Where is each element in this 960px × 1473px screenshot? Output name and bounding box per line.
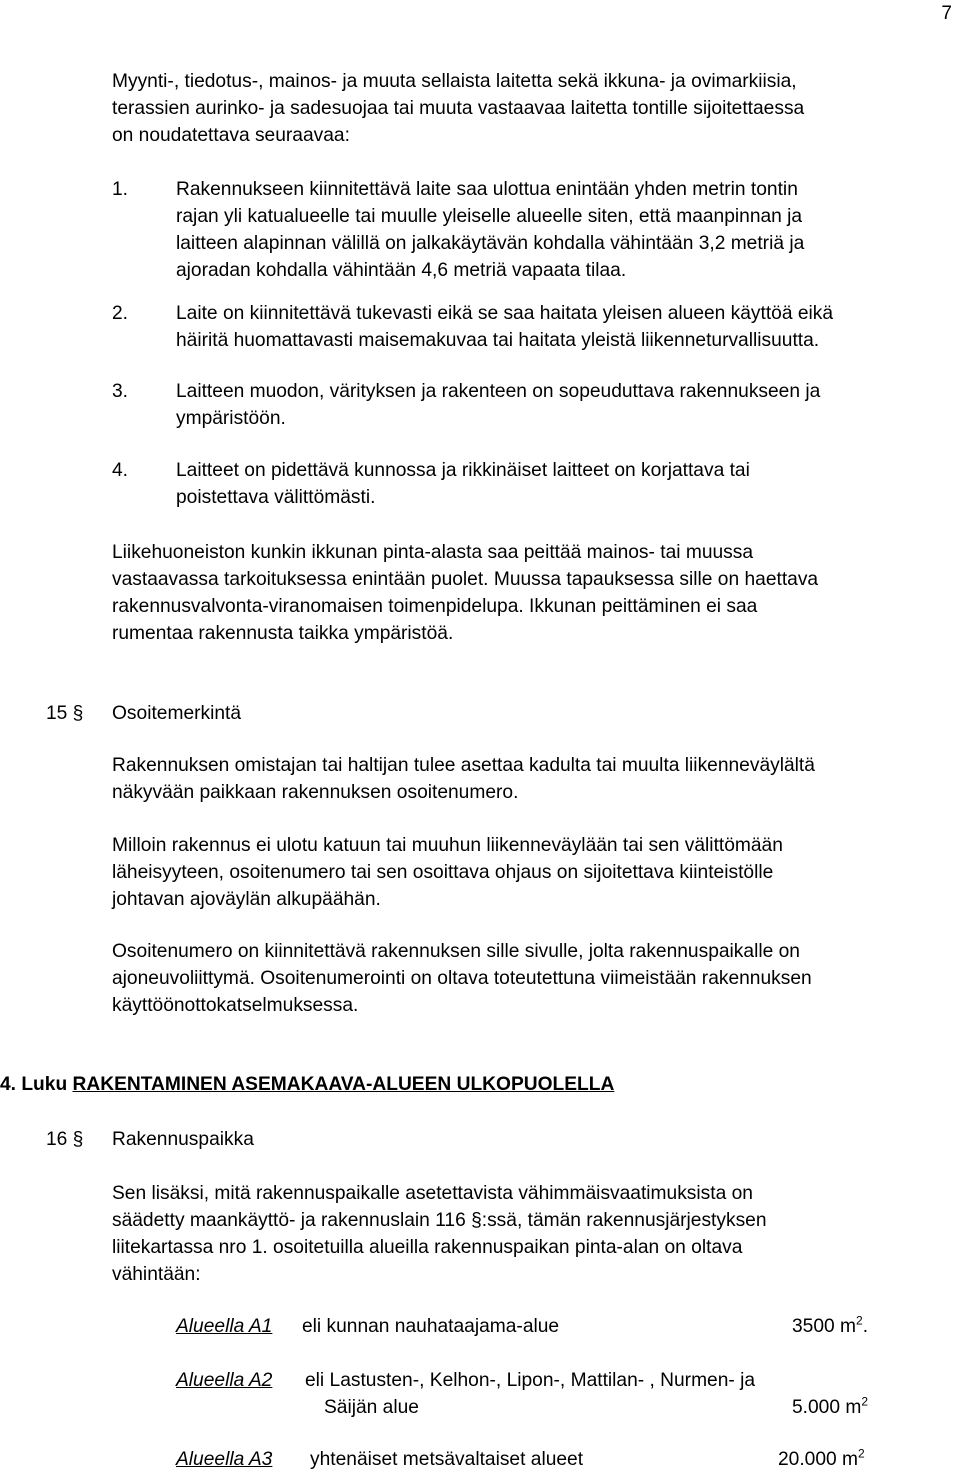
section-15-title: Osoitemerkintä bbox=[112, 703, 242, 724]
section-15-p3-line-3: käyttöönottokatselmuksessa. bbox=[112, 995, 359, 1016]
section-15-p2-line-2: läheisyyteen, osoitenumero tai sen osoittava ohjaus on sijoitettava kiinteistölle bbox=[112, 862, 774, 883]
chapter-4-prefix: 4. Luku bbox=[0, 1074, 73, 1095]
list-item-4-line-1: Laitteet on pidettävä kunnossa ja rikkinäiset laitteet on korjattava tai bbox=[176, 460, 750, 481]
area-a1-suffix: . bbox=[862, 1316, 869, 1337]
list-item-2-line-2: häiritä huomattavasti maisemakuvaa tai haitata yleistä liikenneturvallisuutta. bbox=[176, 330, 820, 351]
section-15-p2-line-3: johtavan ajoväylän alkupäähän. bbox=[112, 889, 381, 910]
list-item-1-line-2: rajan yli katualueelle tai muulle yleiselle alueelle siten, että maanpinnan ja bbox=[176, 206, 803, 227]
shop-window-line-4: rumentaa rakennusta taikka ympäristöä. bbox=[112, 623, 454, 644]
area-a1-unit-exponent: 2 bbox=[856, 1313, 863, 1328]
list-item-3-line-2: ympäristöön. bbox=[176, 408, 286, 429]
area-a3-value bbox=[778, 1446, 865, 1473]
area-a3-desc: yhtenäiset metsävaltaiset alueet bbox=[310, 1449, 584, 1470]
intro-line-3: on noudatettava seuraavaa: bbox=[112, 125, 350, 146]
section-16-number: 16 § bbox=[46, 1129, 84, 1150]
section-15-p1-line-2: näkyvään paikkaan rakennuksen osoitenumero. bbox=[112, 782, 519, 803]
list-number-2: 2. bbox=[112, 303, 129, 324]
list-item-2-line-1: Laite on kiinnitettävä tukevasti eikä se saa haitata yleisen alueen käyttöä eikä bbox=[176, 303, 834, 324]
list-item-4-line-2: poistettava välittömästi. bbox=[176, 487, 376, 508]
section-16-p1-line-4: vähintään: bbox=[112, 1264, 201, 1285]
area-a1-desc: eli kunnan nauhataajama-alue bbox=[302, 1316, 560, 1337]
chapter-4-title: RAKENTAMINEN ASEMAKAAVA-ALUEEN ULKOPUOLELLA bbox=[72, 1074, 615, 1095]
section-15-p3-line-1: Osoitenumero on kiinnitettävä rakennuksen sille sivulle, jolta rakennuspaikalle on bbox=[112, 941, 800, 962]
section-15-p1-line-1: Rakennuksen omistajan tai haltijan tulee asettaa kadulta tai muulta liikenneväylältä bbox=[112, 755, 815, 776]
section-16-title: Rakennuspaikka bbox=[112, 1129, 254, 1150]
list-number-3: 3. bbox=[112, 381, 129, 402]
section-16-p1-line-2: säädetty maankäyttö- ja rakennuslain 116 §:ssä, tämän rakennusjärjestyksen bbox=[112, 1210, 767, 1231]
page-number: 7 bbox=[941, 3, 952, 24]
shop-window-line-2: vastaavassa tarkoituksessa enintään puolet. Muussa tapauksessa sille on haettava bbox=[112, 569, 819, 590]
list-item-3-line-1: Laitteen muodon, värityksen ja rakenteen on sopeuduttava rakennukseen ja bbox=[176, 381, 821, 402]
area-a3-value-text: 20.000 m bbox=[778, 1449, 859, 1470]
area-a2-name: Alueella A2 bbox=[176, 1370, 273, 1391]
area-a2-unit-exponent: 2 bbox=[861, 1394, 869, 1409]
section-15-number: 15 § bbox=[46, 703, 84, 724]
area-a2-value-text: 5.000 m bbox=[792, 1397, 862, 1418]
list-number-4: 4. bbox=[112, 460, 129, 481]
list-item-1-line-1: Rakennukseen kiinnitettävä laite saa ulottua enintään yhden metrin tontin bbox=[176, 179, 798, 200]
section-15-p3-line-2: ajoneuvoliittymä. Osoitenumerointi on oltava toteutettuna viimeistään rakennuksen bbox=[112, 968, 812, 989]
intro-line-2: terassien aurinko- ja sadesuojaa tai muuta vastaavaa laitetta tontille sijoitettaessa bbox=[112, 98, 805, 119]
list-item-1-line-4: ajoradan kohdalla vähintään 4,6 metriä vapaata tilaa. bbox=[176, 260, 627, 281]
area-a1-name: Alueella A1 bbox=[176, 1316, 273, 1337]
area-a1-value-text: 3500 m bbox=[792, 1316, 856, 1337]
shop-window-line-1: Liikehuoneiston kunkin ikkunan pinta-alasta saa peittää mainos- tai muussa bbox=[112, 542, 754, 563]
section-16-p1-line-1: Sen lisäksi, mitä rakennuspaikalle asetettavista vähimmäisvaatimuksista on bbox=[112, 1183, 753, 1204]
section-15-p2-line-1: Milloin rakennus ei ulotu katuun tai muuhun liikenneväylään tai sen välittömään bbox=[112, 835, 783, 856]
chapter-4-heading bbox=[0, 1071, 614, 1098]
shop-window-line-3: rakennusvalvonta-viranomaisen toimenpidelupa. Ikkunan peittäminen ei saa bbox=[112, 596, 758, 617]
section-16-p1-line-3: liitekartassa nro 1. osoitetuilla alueilla rakennuspaikan pinta-alan on oltava bbox=[112, 1237, 743, 1258]
area-a2-desc-line-2: Säijän alue bbox=[324, 1397, 419, 1418]
list-item-1-line-3: laitteen alapinnan välillä on jalkakäytävän kohdalla vähintään 3,2 metriä ja bbox=[176, 233, 805, 254]
area-a2-desc: eli Lastusten-, Kelhon-, Lipon-, Mattilan- , Nurmen- ja bbox=[305, 1370, 756, 1391]
list-number-1: 1. bbox=[112, 179, 129, 200]
area-a3-unit-exponent: 2 bbox=[858, 1446, 865, 1461]
intro-line-1: Myynti-, tiedotus-, mainos- ja muuta sellaista laitetta sekä ikkuna- ja ovimarkiisia, bbox=[112, 71, 797, 92]
area-a2-value bbox=[792, 1394, 868, 1421]
area-a3-name: Alueella A3 bbox=[176, 1449, 273, 1470]
area-a1-value bbox=[792, 1313, 868, 1340]
